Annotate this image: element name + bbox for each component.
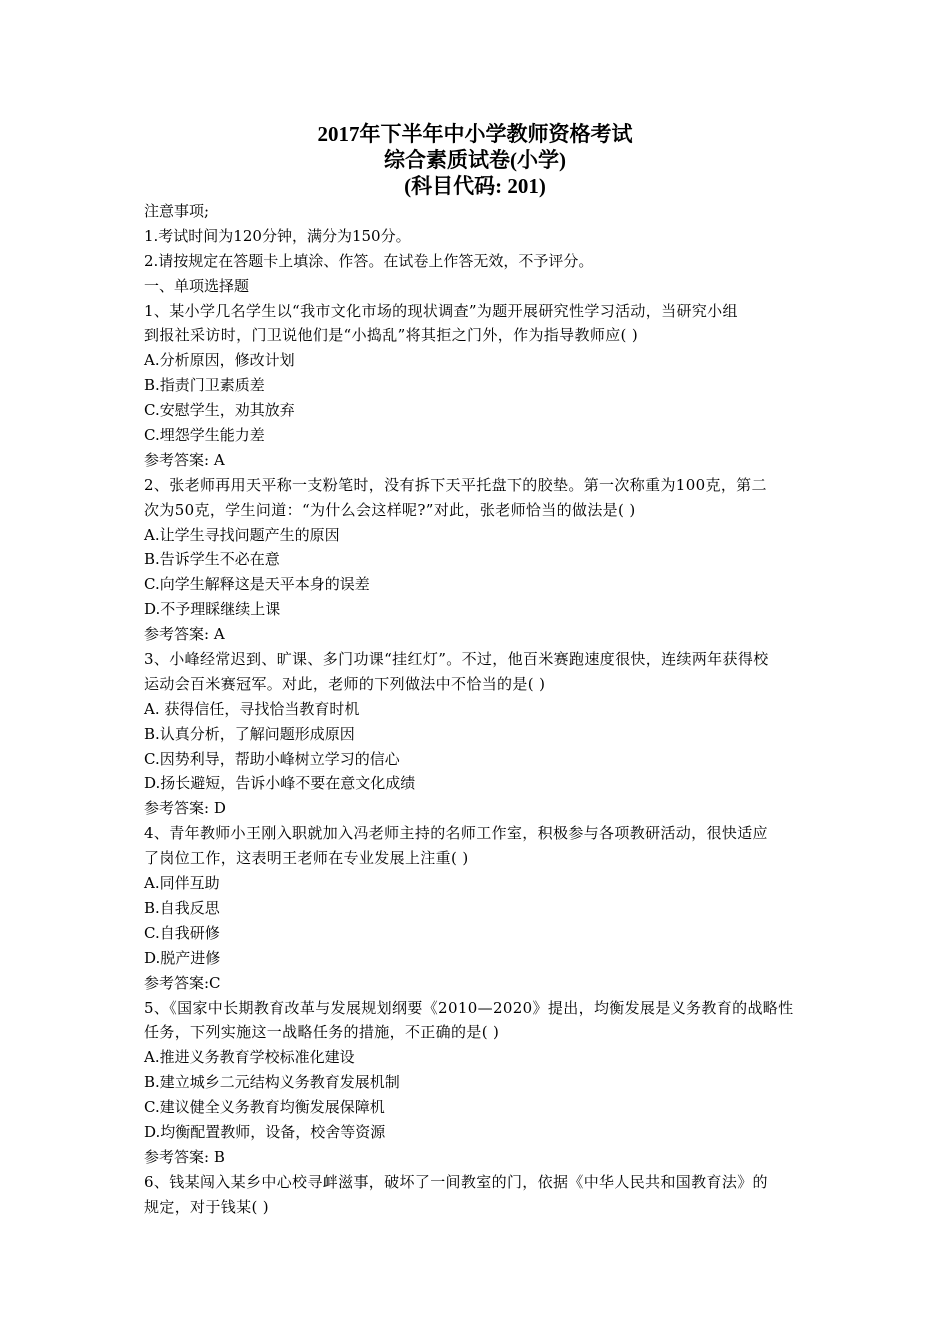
question-option: D.扬长避短，告诉小峰不要在意文化成绩 — [144, 774, 416, 793]
question-stem-line: 规定，对于钱某( ) — [144, 1197, 269, 1216]
question-option: B.告诉学生不必在意 — [144, 550, 280, 569]
question-option: A.分析原因，修改计划 — [144, 351, 295, 370]
document-body — [144, 199, 812, 1220]
question-stem-line: 了岗位工作，这表明王老师在专业发展上注重( ) — [144, 849, 469, 868]
section-heading: 一、单项选择题 — [144, 276, 250, 295]
question-stem-line: 6、钱某闯入某乡中心校寻衅滋事，破坏了一间教室的门，依据《中华人民共和国教育法》的 — [144, 1172, 768, 1191]
question-answer: 参考答案: A — [144, 450, 225, 469]
notes-heading: 注意事项; — [144, 202, 210, 220]
question-option: D.均衡配置教师，设备，校舍等资源 — [144, 1122, 386, 1141]
question-option: A.同伴互助 — [144, 874, 220, 893]
title-line-1: 2017年下半年中小学教师资格考试 — [317, 122, 633, 146]
question-option: A.推进义务教育学校标准化建设 — [144, 1048, 355, 1067]
title-line-2: 综合素质试卷(小学) — [384, 148, 566, 172]
question-answer: 参考答案: D — [144, 799, 226, 818]
question-option: B.指责门卫素质差 — [144, 376, 265, 395]
question-option: C.自我研修 — [144, 923, 220, 942]
question-option: C.向学生解释这是天平本身的误差 — [144, 575, 370, 594]
question-option: C.安慰学生，劝其放弃 — [144, 401, 295, 420]
document-title — [0, 121, 950, 199]
question-answer: 参考答案:C — [144, 973, 221, 992]
question-stem-line: 次为50克，学生问道：“为什么会这样呢?”对此，张老师恰当的做法是( ) — [144, 500, 636, 519]
question-stem-line: 3、小峰经常迟到、旷课、多门功课“挂红灯”。不过，他百米赛跑速度很快，连续两年获得校 — [144, 650, 769, 669]
question-stem-line: 到报社采访时，门卫说他们是“小捣乱”将其拒之门外，作为指导教师应( ) — [144, 326, 639, 345]
question-option: D.不予理睬继续上课 — [144, 600, 281, 619]
note-item: 2.请按规定在答题卡上填涂、作答。在试卷上作答无效，不予评分。 — [144, 251, 594, 270]
question-option: A.让学生寻找问题产生的原因 — [144, 525, 340, 544]
question-answer: 参考答案: A — [144, 625, 225, 644]
question-option: C.因势利导，帮助小峰树立学习的信心 — [144, 749, 400, 768]
question-option: A. 获得信任，寻找恰当教育时机 — [144, 699, 360, 718]
question-option: B.建立城乡二元结构义务教育发展机制 — [144, 1073, 400, 1092]
question-option: B.自我反思 — [144, 898, 220, 917]
question-stem-line: 运动会百米赛冠军。对此，老师的下列做法中不恰当的是( ) — [144, 674, 546, 693]
question-option: C.埋怨学生能力差 — [144, 426, 265, 445]
question-option: C.建议健全义务教育均衡发展保障机 — [144, 1098, 385, 1117]
note-item: 1.考试时间为120分钟，满分为150分。 — [144, 226, 411, 245]
question-stem-line: 4、青年教师小王刚入职就加入冯老师主持的名师工作室，积极参与各项教研活动，很快适应 — [144, 824, 768, 843]
question-option: B.认真分析，了解问题形成原因 — [144, 724, 355, 743]
question-stem-line: 2、张老师再用天平称一支粉笔时，没有拆下天平托盘下的胶垫。第一次称重为100克，第二 — [144, 475, 767, 494]
question-answer: 参考答案: B — [144, 1147, 225, 1166]
question-stem-line: 5、《国家中长期教育改革与发展规划纲要《2010—2020》提出，均衡发展是义务教育的战略性 — [144, 998, 794, 1017]
title-line-3: (科目代码: 201) — [404, 174, 546, 198]
question-option: D.脱产进修 — [144, 948, 221, 967]
question-stem-line: 1、某小学几名学生以“我市文化市场的现状调查”为题开展研究性学习活动，当研究小组 — [144, 301, 738, 320]
question-stem-line: 任务，下列实施这一战略任务的措施，不正确的是( ) — [144, 1023, 500, 1042]
